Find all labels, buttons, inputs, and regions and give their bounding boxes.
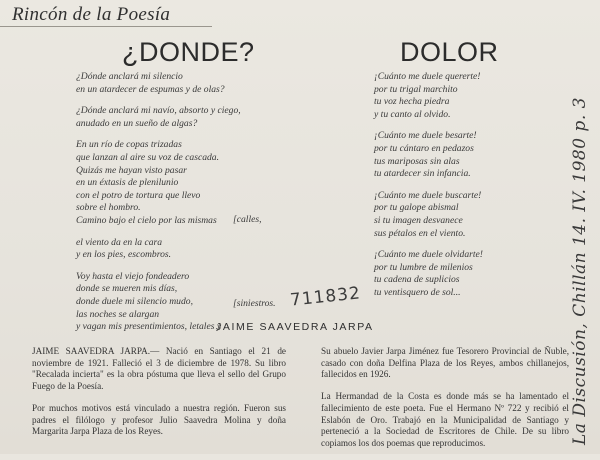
poem-line: tu ventisquero de sol... bbox=[374, 286, 461, 298]
poem-line: y en los pies, escombros. bbox=[76, 249, 172, 261]
poem-line: sobre el hombro. bbox=[76, 202, 141, 214]
poem-line: ¡Cuánto me duele olvidarte! bbox=[374, 249, 483, 261]
poem-line: donde se mueren mis días, bbox=[76, 283, 178, 295]
poem-line: anudado en un sueño de algas? bbox=[76, 117, 198, 129]
poem-line: tu cadena de suplicios bbox=[374, 274, 460, 286]
poem-line: por tu galope abismal bbox=[374, 202, 459, 214]
poem-line: Quizás me hayan visto pasar bbox=[76, 164, 187, 176]
section-title: Rincón de la Poesía bbox=[12, 4, 171, 25]
poem-title-donde: ¿DONDE? bbox=[122, 37, 255, 67]
poem-line: tu voz hecha piedra bbox=[374, 96, 450, 108]
header-rule bbox=[0, 26, 212, 27]
poem-line: Camino bajo el cielo por las mismas bbox=[76, 214, 217, 226]
poem-line: si tu imagen desvanece bbox=[374, 214, 463, 226]
poem-line: ¡Cuánto me duele buscarte! bbox=[374, 189, 482, 201]
stanza bbox=[374, 71, 559, 121]
poem-line: donde duele mi silencio mudo, bbox=[76, 295, 193, 307]
poem-line: sus pétalos en el viento. bbox=[374, 227, 466, 239]
poem-line: por tu trigal marchito bbox=[374, 83, 458, 95]
poem-line: con el potro de tortura que llevo bbox=[76, 189, 201, 201]
stanza bbox=[76, 105, 291, 130]
poem-line: y vagan mis presentimientos, letales y bbox=[76, 321, 222, 333]
poem-dolor-body bbox=[374, 71, 559, 309]
poem-line: En un río de copas trizadas bbox=[76, 139, 182, 151]
handwritten-source-note: La Discusión, Chillán 14. IV. 1980 p. 3 bbox=[570, 97, 590, 445]
handwritten-catalog-number: 711832 bbox=[289, 283, 362, 311]
biography-paragraph: JAIME SAAVEDRA JARPA.— Nació en Santiago el 21 de noviembre de 1921. Falleció el 3 de diciembre de 1978. Su libro "Recalada incierta" es la obra póstuma que lleva el sello del Grupo Fuego de la Poesía. bbox=[32, 346, 286, 392]
biography-left-column bbox=[32, 346, 286, 448]
poem-line-continuation: [calles, bbox=[233, 214, 262, 225]
poem-line: ¡Cuánto me duele quererte! bbox=[374, 71, 481, 82]
biography-right-column bbox=[321, 346, 569, 460]
author-heading: JAIME SAAVEDRA JARPA bbox=[216, 321, 374, 333]
stanza bbox=[374, 130, 559, 180]
stanza bbox=[76, 237, 291, 262]
biography-paragraph: Por muchos motivos está vinculado a nuestra región. Fueron sus padres el filólogo y profesor Julio Saavedra Molina y doña Margarita Jarpa Plaza de los Reyes. bbox=[32, 402, 286, 437]
poem-line: ¿Dónde anclará mi silencio bbox=[76, 71, 183, 82]
poem-line: tus mariposas sin alas bbox=[374, 155, 460, 167]
poem-line: ¿Dónde anclará mi navío, absorto y ciego, bbox=[76, 105, 241, 117]
poem-title-dolor: DOLOR bbox=[400, 37, 499, 67]
stanza bbox=[374, 249, 559, 299]
poem-line: por tu cántaro en pedazos bbox=[374, 142, 474, 154]
poem-line: que lanzan al aire su voz de cascada. bbox=[76, 151, 219, 163]
biography-paragraph: Su abuelo Javier Jarpa Jiménez fue Tesorero Provincial de Ñuble, casado con doña Delfina Plaza de los Reyes, ambos chillanejos, fallecidos en 1926. bbox=[321, 346, 569, 380]
poem-line: tu atardecer sin infancia. bbox=[374, 168, 471, 180]
poem-line: Voy hasta el viejo fondeadero bbox=[76, 270, 190, 282]
poem-line-continuation: [siniestros. bbox=[233, 298, 276, 309]
poem-line: en un atardecer de espumas y de olas? bbox=[76, 83, 225, 95]
poem-line: ¡Cuánto me duele besarte! bbox=[374, 130, 477, 142]
poem-line: en un éxtasis de plenilunio bbox=[76, 177, 179, 189]
poem-line: el viento da en la cara bbox=[76, 236, 163, 248]
poem-line: y tu canto al olvido. bbox=[374, 108, 451, 120]
poem-line: por tu lumbre de milenios bbox=[374, 261, 473, 273]
stanza bbox=[374, 190, 559, 240]
biography-paragraph: La Hermandad de la Costa es donde más se ha lamentado el fallecimiento de este poeta. Fue el Hermano Nº 722 y recibió el Eslabón de Oro. Trabajó en la Municipalidad de Santiago y perteneció a la Sociedad de Escritores de Chile. De su libro copiamos los dos poemas que reproducimos. bbox=[321, 391, 569, 448]
stanza bbox=[76, 71, 291, 96]
poem-line: las noches se alargan bbox=[76, 308, 160, 320]
